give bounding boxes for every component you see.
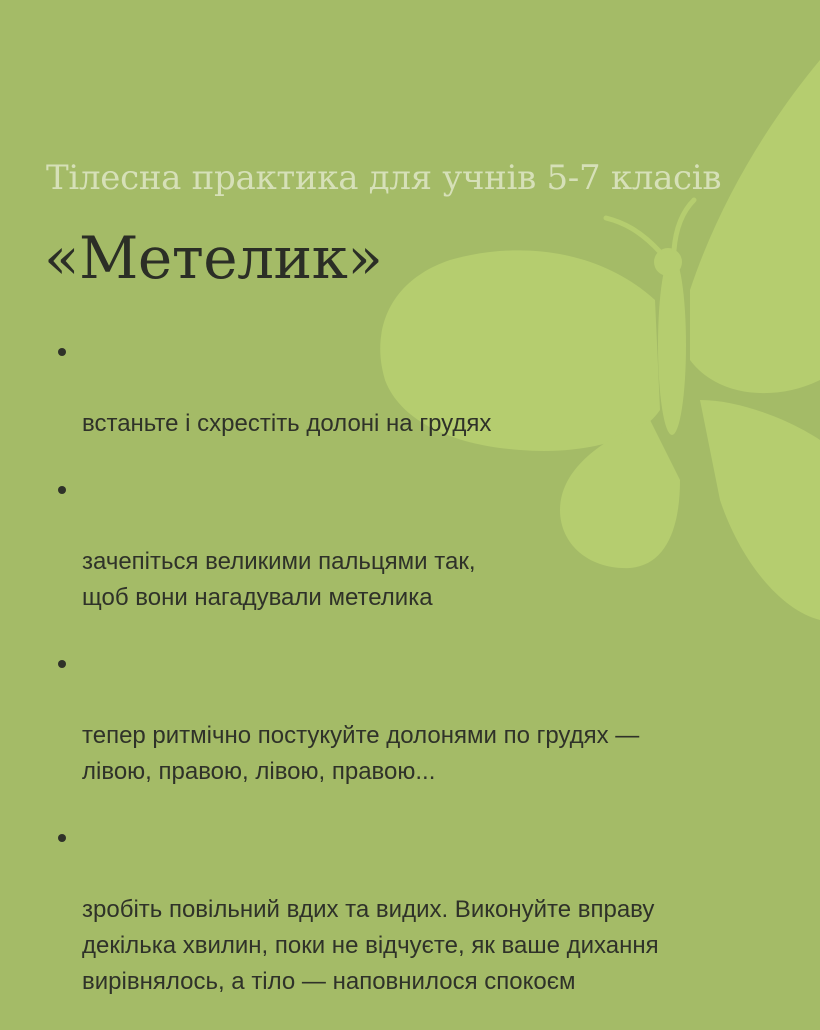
page-title: «Метелик»: [44, 224, 383, 292]
steps-list: [56, 334, 796, 1030]
list-item: [56, 472, 796, 616]
list-item: [56, 820, 796, 1000]
step-text: зачепіться великими пальцями так, щоб вони нагадували метелика: [82, 548, 476, 611]
list-item: [56, 646, 796, 790]
subtitle: Тілесна практика для учнів 5-7 класів: [46, 158, 722, 198]
step-text: тепер ритмічно постукуйте долонями по грудях — лівою, правою, лівою, правою...: [82, 722, 640, 785]
step-text: зробіть повільний вдих та видих. Виконуйте вправу декілька хвилин, поки не відчуєте, як ваше дихання вирівнялось, а тіло — наповнилося спокоєм: [82, 896, 659, 995]
bullet-icon: [58, 486, 66, 494]
bullet-icon: [58, 834, 66, 842]
list-item: [56, 334, 796, 442]
bullet-icon: [58, 660, 66, 668]
step-text: встаньте і схрестіть долоні на грудях: [82, 410, 492, 437]
bullet-icon: [58, 348, 66, 356]
